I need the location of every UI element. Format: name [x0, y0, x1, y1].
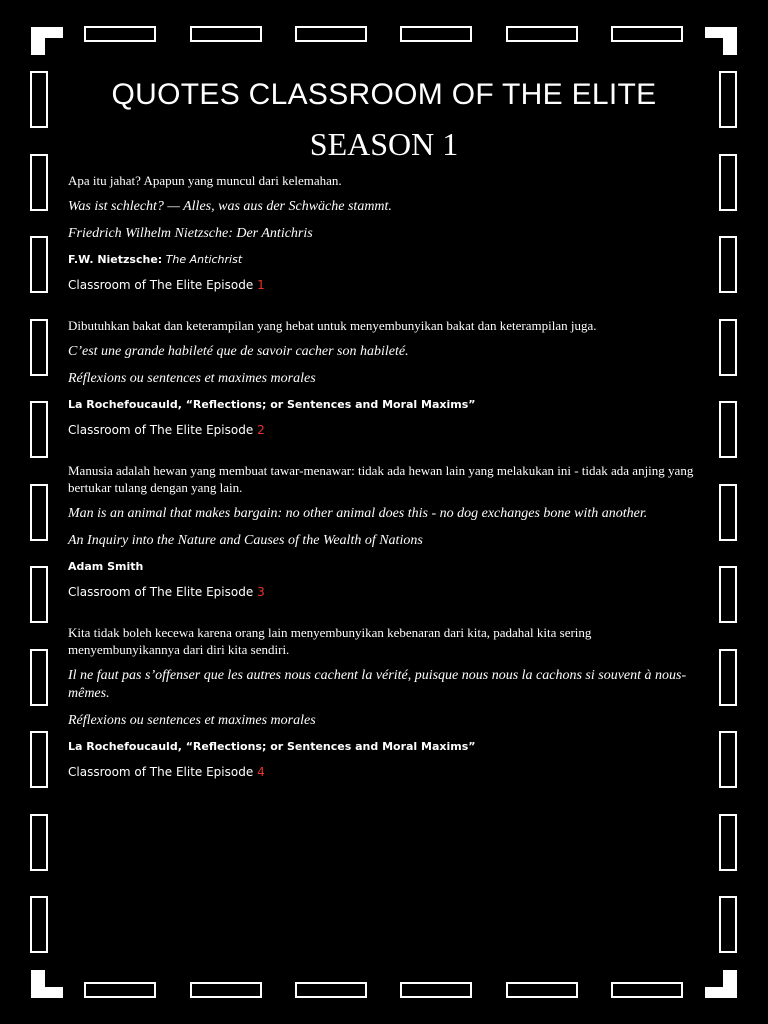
quote-source-work: An Inquiry into the Nature and Causes of the Wealth of Nations: [68, 533, 423, 548]
frame-bar-left: [30, 649, 48, 706]
quote-author: [68, 559, 698, 575]
episode-label: Classroom of The Elite Episode: [68, 585, 254, 599]
quote-author-name: La Rochefoucauld, “Reflections; or Sentences and Moral Maxims”: [68, 740, 476, 753]
quote-indonesian: Manusia adalah hewan yang membuat tawar-menawar: tidak ada hewan lain yang melakukan ini - tidak ada anjing yang bertukar tulang dengan yang lain.: [68, 463, 694, 495]
quote-author: [68, 397, 698, 413]
frame-bar-left: [30, 566, 48, 623]
episode-label: Classroom of The Elite Episode: [68, 423, 254, 437]
frame-bar-left: [30, 236, 48, 293]
frame-bar-top: [190, 26, 262, 42]
page-subtitle: SEASON 1: [309, 126, 459, 162]
quote-episode: [68, 422, 698, 438]
quote-source-work: Réflexions ou sentences et maximes morales: [68, 713, 316, 728]
quote-author-name: La Rochefoucauld, “Reflections; or Sentences and Moral Maxims”: [68, 398, 476, 411]
quote-author: [68, 739, 698, 755]
frame-bar-left: [30, 731, 48, 788]
frame-corner-bottom-right: [705, 970, 737, 998]
quote-indonesian: Apa itu jahat? Apapun yang muncul dari kelemahan.: [68, 173, 342, 188]
quote-original: Was ist schlecht? — Alles, was aus der Schwäche stammt.: [68, 199, 392, 214]
quote-author-work: The Antichrist: [165, 253, 243, 266]
frame-bar-right: [719, 401, 737, 458]
frame-bar-bottom: [84, 982, 156, 998]
quote-original: Man is an animal that makes bargain: no other animal does this - no dog exchanges bone with another.: [68, 506, 648, 521]
quote-source-work: Réflexions ou sentences et maximes morales: [68, 371, 316, 386]
frame-bar-top: [611, 26, 683, 42]
quote-block: [68, 462, 698, 600]
frame-bar-left: [30, 896, 48, 953]
frame-bar-right: [719, 649, 737, 706]
frame-bar-right: [719, 814, 737, 871]
frame-bar-top: [400, 26, 472, 42]
frame-bar-left: [30, 814, 48, 871]
frame-bar-bottom: [190, 982, 262, 998]
quote-indonesian: Kita tidak boleh kecewa karena orang lain menyembunyikan kebenaran dari kita, padahal kita sering menyembunyikannya dari diri kita sendiri.: [68, 625, 592, 657]
quote-original: C’est une grande habileté que de savoir cacher son habileté.: [68, 344, 409, 359]
frame-bar-top: [506, 26, 578, 42]
episode-number: 2: [257, 423, 265, 437]
frame-bar-left: [30, 484, 48, 541]
frame-bar-right: [719, 566, 737, 623]
quote-block: [68, 317, 698, 438]
episode-label: Classroom of The Elite Episode: [68, 278, 254, 292]
frame-bar-top: [295, 26, 367, 42]
episode-number: 3: [257, 585, 265, 599]
frame-bar-right: [719, 484, 737, 541]
quote-list: [68, 172, 698, 804]
quote-source-work: Friedrich Wilhelm Nietzsche: Der Antichris: [68, 226, 313, 241]
quote-original: Il ne faut pas s’offenser que les autres nous cachent la vérité, puisque nous nous la cachons si souvent à nous-mêmes.: [68, 668, 687, 701]
episode-number: 4: [257, 765, 265, 779]
quote-indonesian: Dibutuhkan bakat dan keterampilan yang hebat untuk menyembunyikan bakat dan keterampilan juga.: [68, 318, 597, 333]
frame-bar-top: [84, 26, 156, 42]
quote-episode: [68, 584, 698, 600]
page-title: QUOTES CLASSROOM OF THE ELITE: [111, 78, 657, 111]
frame-bar-right: [719, 236, 737, 293]
quote-block: [68, 172, 698, 293]
frame-corner-top-right: [705, 27, 737, 55]
quote-author-name: Adam Smith: [68, 560, 144, 573]
frame-bar-left: [30, 401, 48, 458]
frame-corner-top-left: [31, 27, 63, 55]
frame-bar-bottom: [400, 982, 472, 998]
quote-episode: [68, 764, 698, 780]
frame-bar-bottom: [295, 982, 367, 998]
frame-bar-right: [719, 896, 737, 953]
quote-episode: [68, 277, 698, 293]
frame-bar-bottom: [506, 982, 578, 998]
episode-number: 1: [257, 278, 265, 292]
quote-author-name: F.W. Nietzsche:: [68, 253, 163, 266]
quote-block: [68, 624, 698, 780]
frame-bar-right: [719, 731, 737, 788]
episode-label: Classroom of The Elite Episode: [68, 765, 254, 779]
frame-bar-right: [719, 319, 737, 376]
frame-bar-left: [30, 319, 48, 376]
frame-corner-bottom-left: [31, 970, 63, 998]
quote-author: [68, 252, 698, 268]
frame-bar-bottom: [611, 982, 683, 998]
